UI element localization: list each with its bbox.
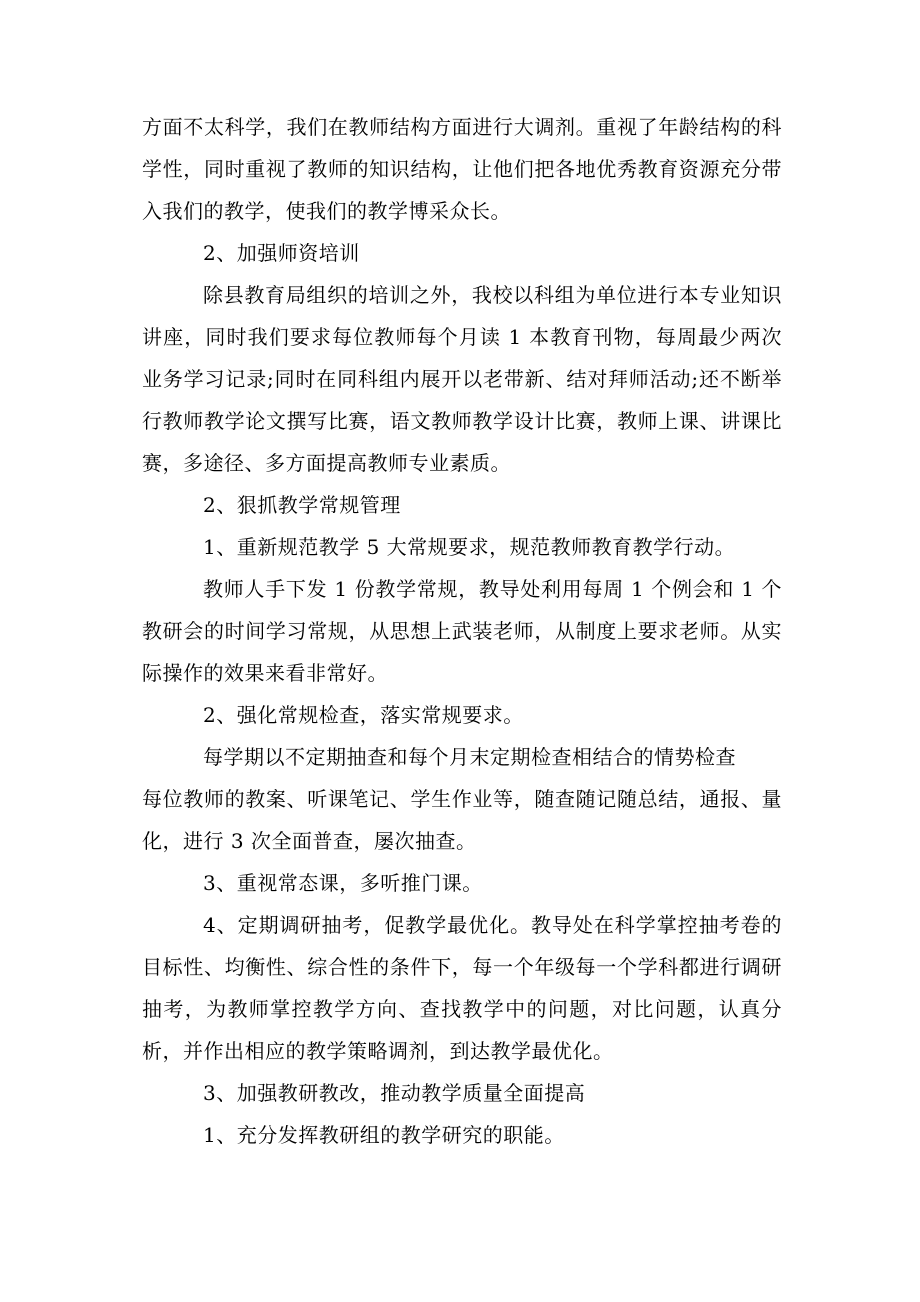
subheading-regular-classes: 3、重视常态课，多听推门课。 xyxy=(203,871,483,895)
paragraph-training-details: 除县教育局组织的培训之外，我校以科组为单位进行本专业知识讲座，同时我们要求每位教师每个月读 1 本教育刊物，每周最少两次业务学习记录;同时在同科组内展开以老带新、结对拜师活动;还不断举行教师教学论文撰写比赛，语文教师教学设计比赛，教师上课、讲课比赛，多途径、多方面提高教师专业素质。 xyxy=(142,283,782,475)
paragraph-inspection-method: 每学期以不定期抽查和每个月末定期检查相结合的情势检查 xyxy=(203,745,736,769)
section-heading-teacher-training: 2、加强师资培训 xyxy=(203,241,360,265)
section-heading-routine-management: 2、狠抓教学常规管理 xyxy=(203,493,401,517)
paragraph-continuation: 方面不太科学，我们在教师结构方面进行大调剂。重视了年龄结构的科学性，同时重视了教师的知识结构，让他们把各地优秀教育资源充分带入我们的教学，使我们的教学博采众长。 xyxy=(142,115,782,223)
subheading-research-group-function: 1、充分发挥教研组的教学研究的职能。 xyxy=(203,1123,565,1147)
subheading-routine-inspection: 2、强化常规检查，落实常规要求。 xyxy=(203,703,524,727)
document-body xyxy=(142,106,782,1156)
paragraph-routine-distribution: 教师人手下发 1 份教学常规，教导处利用每周 1 个例会和 1 个教研会的时间学习常规，从思想上武装老师，从制度上要求老师。从实际操作的效果来看非常好。 xyxy=(142,577,782,685)
paragraph-research-exams: 4、定期调研抽考，促教学最优化。教导处在科学掌控抽考卷的目标性、均衡性、综合性的条件下，每一个年级每一个学科都进行调研抽考，为教师掌控教学方向、查找教学中的问题，对比问题，认真分析，并作出相应的教学策略调剂，到达教学最优化。 xyxy=(142,913,782,1063)
subheading-standardize-routines: 1、重新规范教学 5 大常规要求，规范教师教育教学行动。 xyxy=(203,535,736,559)
paragraph-inspection-items: 每位教师的教案、听课笔记、学生作业等，随查随记随总结，通报、量化，进行 3 次全面普查，屡次抽查。 xyxy=(142,787,782,853)
section-heading-teaching-research: 3、加强教研教改，推动教学质量全面提高 xyxy=(203,1081,586,1105)
